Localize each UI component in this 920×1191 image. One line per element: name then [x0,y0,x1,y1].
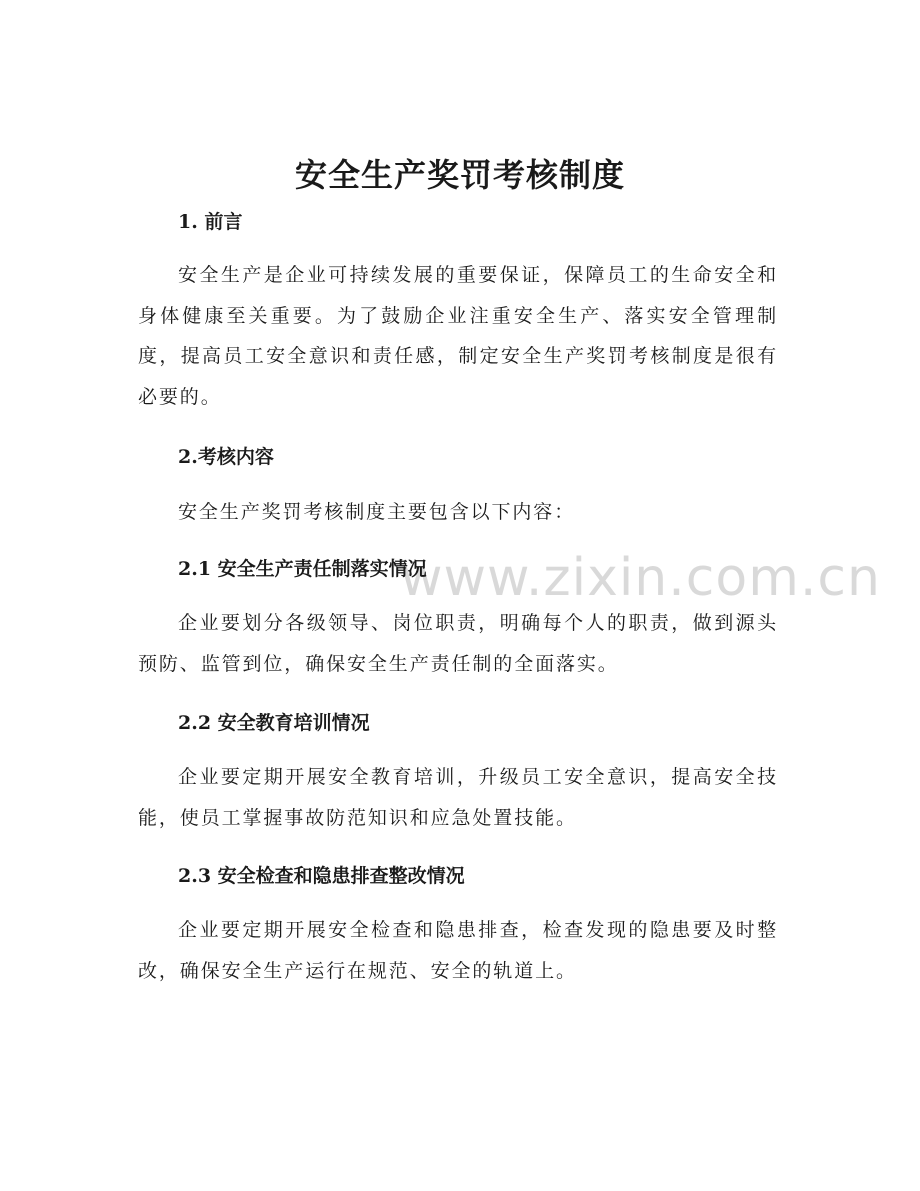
section-heading-intro: 1. 前言 [178,211,243,233]
section-heading-content: 2.考核内容 [178,446,274,468]
section-heading-2-2: 2.2 安全教育培训情况 [178,712,370,734]
watermark: www.zixin.com.cn [400,548,881,608]
paragraph-2-2: 企业要定期开展安全教育培训，升级员工安全意识，提高安全技能，使员工掌握事故防范知识和应急处置技能。 [138,766,778,829]
paragraph-2-1: 企业要划分各级领导、岗位职责，明确每个人的职责，做到源头预防、监管到位，确保安全生产责任制的全面落实。 [138,612,778,675]
section-heading-2-1: 2.1 安全生产责任制落实情况 [178,558,427,580]
paragraph-2-3: 企业要定期开展安全检查和隐患排查，检查发现的隐患要及时整改，确保安全生产运行在规范、安全的轨道上。 [138,919,778,982]
document-title: 安全生产奖罚考核制度 [294,156,625,194]
section-heading-2-3: 2.3 安全检查和隐患排查整改情况 [178,865,465,887]
paragraph-content: 安全生产奖罚考核制度主要包含以下内容： [178,501,576,523]
paragraph-intro: 安全生产是企业可持续发展的重要保证，保障员工的生命安全和身体健康至关重要。为了鼓励企业注重安全生产、落实安全管理制度，提高员工安全意识和责任感，制定安全生产奖罚考核制度是很有必要的。 [138,264,778,408]
